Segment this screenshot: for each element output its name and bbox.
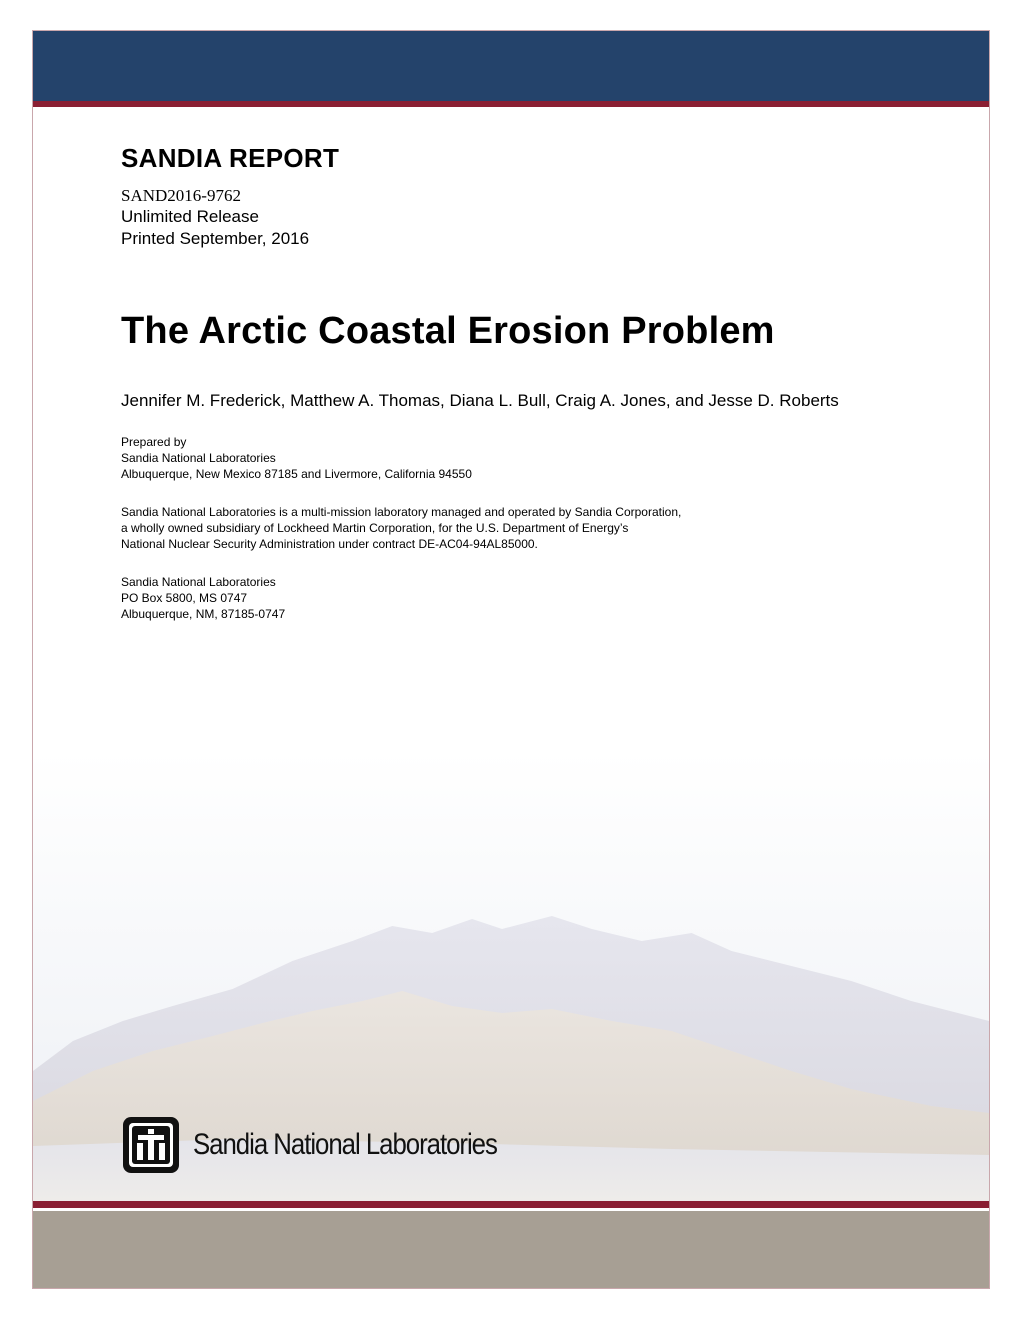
release-status: Unlimited Release xyxy=(121,207,259,226)
footer-stripe xyxy=(33,1201,989,1208)
report-title: The Arctic Coastal Erosion Problem xyxy=(121,310,775,352)
header-stripe xyxy=(33,101,989,107)
logo-wordmark: Sandia National Laboratories xyxy=(193,1128,497,1161)
prepared-locations: Albuquerque, New Mexico 87185 and Livermore, California 94550 xyxy=(121,467,472,481)
sandia-logo xyxy=(121,1115,546,1175)
report-cover xyxy=(32,30,990,1289)
statement-line: National Nuclear Security Administration under contract DE-AC04-94AL85000. xyxy=(121,537,538,551)
prepared-org: Sandia National Laboratories xyxy=(121,451,276,465)
mailing-address xyxy=(121,574,841,622)
report-label: SANDIA REPORT xyxy=(121,143,340,173)
sandia-thunderbird-icon xyxy=(121,1115,181,1175)
header-band xyxy=(33,31,989,101)
prepared-heading: Prepared by xyxy=(121,435,187,449)
footer-band xyxy=(33,1211,989,1289)
address-city: Albuquerque, NM, 87185-0747 xyxy=(121,607,286,621)
statement-line: a wholly owned subsidiary of Lockheed Martin Corporation, for the U.S. Department of Energy’s xyxy=(121,521,629,535)
statement-line: Sandia National Laboratories is a multi-mission laboratory managed and operated by Sandia Corporation, xyxy=(121,505,682,519)
report-number: SAND2016-9762 xyxy=(121,186,241,205)
author-list: Jennifer M. Frederick, Matthew A. Thomas, Diana L. Bull, Craig A. Jones, and Jesse D. Roberts xyxy=(121,391,839,410)
print-date: Printed September, 2016 xyxy=(121,229,310,248)
management-statement xyxy=(121,504,841,552)
address-box: PO Box 5800, MS 0747 xyxy=(121,591,248,605)
address-org: Sandia National Laboratories xyxy=(121,575,276,589)
cover-content xyxy=(121,143,841,622)
prepared-by-block xyxy=(121,434,841,482)
